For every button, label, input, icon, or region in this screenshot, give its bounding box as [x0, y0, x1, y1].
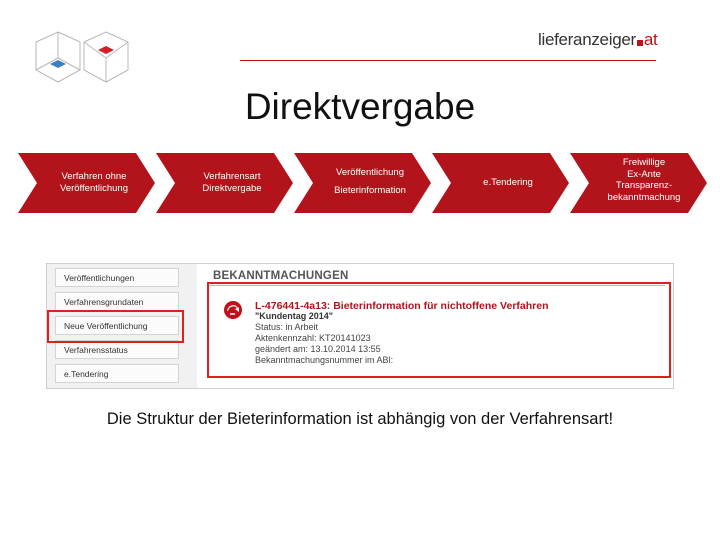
entry-highlight-box — [207, 282, 671, 378]
section-heading: BEKANNTMACHUNGEN — [213, 270, 349, 282]
process-step-2-label: Verfahrensart Direktvergabe — [202, 171, 262, 194]
slide-caption: Die Struktur der Bieterinformation ist abhängig von der Verfahrensart! — [106, 410, 614, 428]
brand-dot-icon — [637, 40, 643, 46]
entry-subtitle: "Kundentag 2014" — [255, 311, 334, 321]
entry-modified: geändert am: 13.10.2014 13:55 — [255, 344, 381, 354]
brand-tld: at — [643, 30, 658, 49]
page-title: Direktvergabe — [244, 86, 476, 127]
entry-publication-number: Bekanntmachungsnummer im ABl: — [255, 355, 394, 365]
header-divider — [240, 60, 656, 61]
entry-file-number: Aktenkennzahl: KT20141023 — [255, 333, 371, 343]
process-step-4-label: e.Tendering — [483, 177, 533, 188]
sidebar-item-neue-veroeffentlichung[interactable]: Neue Veröffentlichung — [55, 316, 179, 335]
brand-name: lieferanzeiger — [538, 30, 636, 49]
process-step-5-label: Freiwillige Ex-Ante Transparenz- bekanntmachung — [607, 157, 681, 203]
entry-title-link[interactable]: L-476441-4a13: Bieterinformation für nichtoffene Verfahren — [255, 300, 549, 312]
sidebar-item-verfahrensgrunddaten[interactable]: Verfahrensgrundaten — [55, 292, 179, 311]
brand-logo — [538, 30, 657, 50]
main-content — [197, 264, 673, 388]
process-chevrons — [18, 150, 708, 216]
entry-status: Status: in Arbeit — [255, 322, 319, 332]
sidebar-item-verfahrensstatus[interactable]: Verfahrensstatus — [55, 340, 179, 359]
process-step-3-label: Veröffentlichung Bieterinformation — [334, 167, 406, 196]
process-step-1-label: Verfahren ohne Veröffentlichung — [60, 171, 128, 194]
sidebar-item-veroeffentlichungen[interactable]: Veröffentlichungen — [55, 268, 179, 287]
nav-highlight-box — [47, 310, 184, 343]
logo-cubes-icon — [34, 30, 130, 92]
sidebar-item-etendering[interactable]: e.Tendering — [55, 364, 179, 383]
screenshot-panel — [46, 263, 674, 389]
